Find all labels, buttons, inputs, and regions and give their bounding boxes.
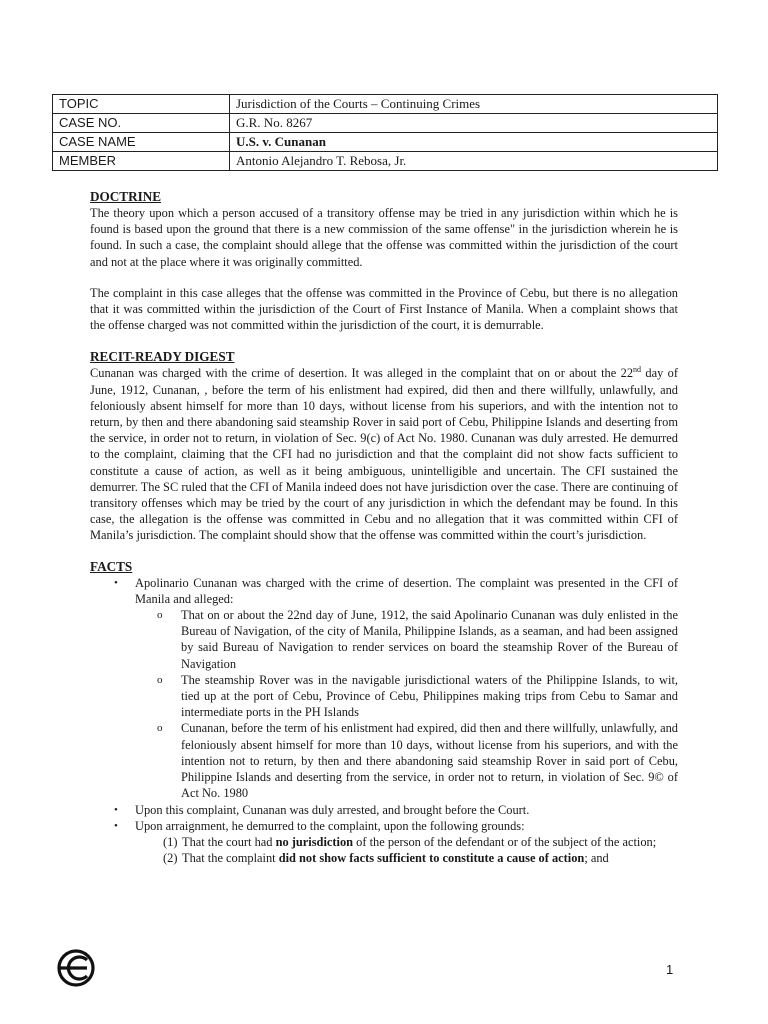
case-name-label: CASE NAME (53, 133, 230, 152)
circle-bullet-icon: o (157, 609, 163, 622)
list-item (90, 802, 678, 818)
doctrine-paragraph-1: The theory upon which a person accused of a transitory offense may be tried in any jurisdiction within which he is found is based upon the ground that there is a new commission of the same offense" in the jurisdiction wherein he is found. In such a case, the complaint should allege that the offense was committed within the jurisdiction of the court and not at the place where it was originally committed. (90, 206, 678, 269)
bullet-icon: • (114, 803, 118, 816)
list-item (136, 607, 678, 672)
topic-value: Jurisdiction of the Courts – Continuing Crimes (230, 95, 718, 114)
circle-c-logo-icon (56, 946, 96, 990)
digest-text-start: Cunanan was charged with the crime of desertion. It was alleged in the complaint that on or about the 22 (90, 366, 634, 381)
digest-superscript: nd (633, 365, 642, 375)
fact-text: Upon arraignment, he demurred to the complaint, upon the following grounds: (135, 818, 525, 833)
case-name-value: U.S. v. Cunanan (230, 133, 718, 152)
ground-number: (2) (163, 851, 178, 866)
table-row (53, 114, 718, 133)
list-item (136, 720, 678, 801)
list-item (90, 818, 678, 867)
circle-bullet-icon: o (157, 673, 163, 686)
bullet-icon: • (114, 819, 118, 832)
allegations-sublist (135, 607, 678, 801)
circle-bullet-icon: o (157, 722, 163, 735)
doctrine-paragraph-2: The complaint in this case alleges that the offense was committed in the Province of Cebu, but there is no allegation that it was committed within the jurisdiction of the Court of First Instance of Manila. When a complaint shows that the offense charged was not committed within the jurisdiction of the court, it is demurrable. (90, 285, 678, 333)
member-label: MEMBER (53, 152, 230, 171)
list-item (136, 672, 678, 721)
ground-text-bold: no jurisdiction (275, 834, 354, 849)
grounds-list (135, 834, 678, 866)
facts-list (90, 575, 678, 867)
ground-text-pre: That the court had (182, 834, 276, 849)
table-row (53, 133, 718, 152)
doctrine-heading: DOCTRINE (90, 189, 162, 204)
topic-label: TOPIC (53, 95, 230, 114)
case-info-table (52, 94, 718, 171)
ground-text-pre: That the complaint (182, 851, 279, 866)
list-item (137, 850, 678, 866)
table-row (53, 95, 718, 114)
page-number: 1 (666, 962, 674, 977)
list-item (137, 834, 678, 850)
bullet-icon: • (114, 576, 118, 589)
case-no-value: G.R. No. 8267 (230, 114, 718, 133)
ground-number: (1) (163, 834, 178, 849)
digest-text-end: day of June, 1912, Cunanan, , before the term of his enlistment had expired, did then and there willfully, unlawfully, and feloniously absent himself for more than 10 days, without license from his superiors, and with the intention not to return, by then and there abandoning said steamship Rover in said port of Cebu, Philippine Islands and deserting from the service, in order not to return, in violation of Sec. 9(c) of Act No. 1980. Cunanan was duly arrested. He demurred to the complaint, claiming that the CFI had no jurisdiction and that the complaint did not show facts sufficient to constitute a cause of action, as well as it being ambiguous, unintelligible and uncertain. The CFI sustained the demurrer. The SC ruled that the CFI of Manila indeed does not have jurisdiction over the case. There are continuing of transitory offenses which may be tried by the court of any jurisdiction in which the defendant may be found. In this case, the allegation is the offense was committed in Cebu and no allegation that it was committed within CFI of Manila’s jurisdiction. The complaint should show that the offense was committed within the court’s jurisdiction. (90, 366, 678, 543)
list-item (90, 575, 678, 802)
facts-heading: FACTS (90, 558, 133, 574)
fact-text: Upon this complaint, Cunanan was duly arrested, and brought before the Court. (135, 802, 530, 817)
allegation-text: The steamship Rover was in the navigable jurisdictional waters of the Philippine Islands, to wit, tied up at the port of Cebu, Province of Cebu, Philippines making trips from Cebu to Samar and intermediate ports in the PH Islands (181, 672, 678, 720)
ground-text-post: ; and (584, 851, 609, 866)
allegation-text: Cunanan, before the term of his enlistment had expired, did then and there willfully, unlawfully, and feloniously absent himself for more than 10 days, without license from his superiors, and with the intention not to return, by then and there abandoning said steamship Rover in said port of Cebu, Philippine Islands and deserting from the service, in order not to return, in violation of Sec. 9© of Act No. 1980 (181, 721, 678, 801)
digest-heading: RECIT-READY DIGEST (90, 349, 235, 365)
ground-text-bold: did not show facts sufficient to constitute a cause of action (278, 851, 585, 866)
allegation-text: That on or about the 22nd day of June, 1912, the said Apolinario Cunanan was duly enlisted in the Bureau of Navigation, of the city of Manila, Philippine Islands, as a seaman, and had been assigned by said Bureau of Navigation to render services on board the steamship Rover of the Bureau of Navigation (181, 608, 678, 671)
digest-paragraph (90, 365, 678, 543)
table-row (53, 152, 718, 171)
case-no-label: CASE NO. (53, 114, 230, 133)
document-body (90, 188, 678, 866)
member-value: Antonio Alejandro T. Rebosa, Jr. (230, 152, 718, 171)
ground-text-post: of the person of the defendant or of the subject of the action; (353, 834, 657, 849)
fact-text: Apolinario Cunanan was charged with the crime of desertion. The complaint was presented in the CFI of Manila and alleged: (135, 575, 678, 606)
